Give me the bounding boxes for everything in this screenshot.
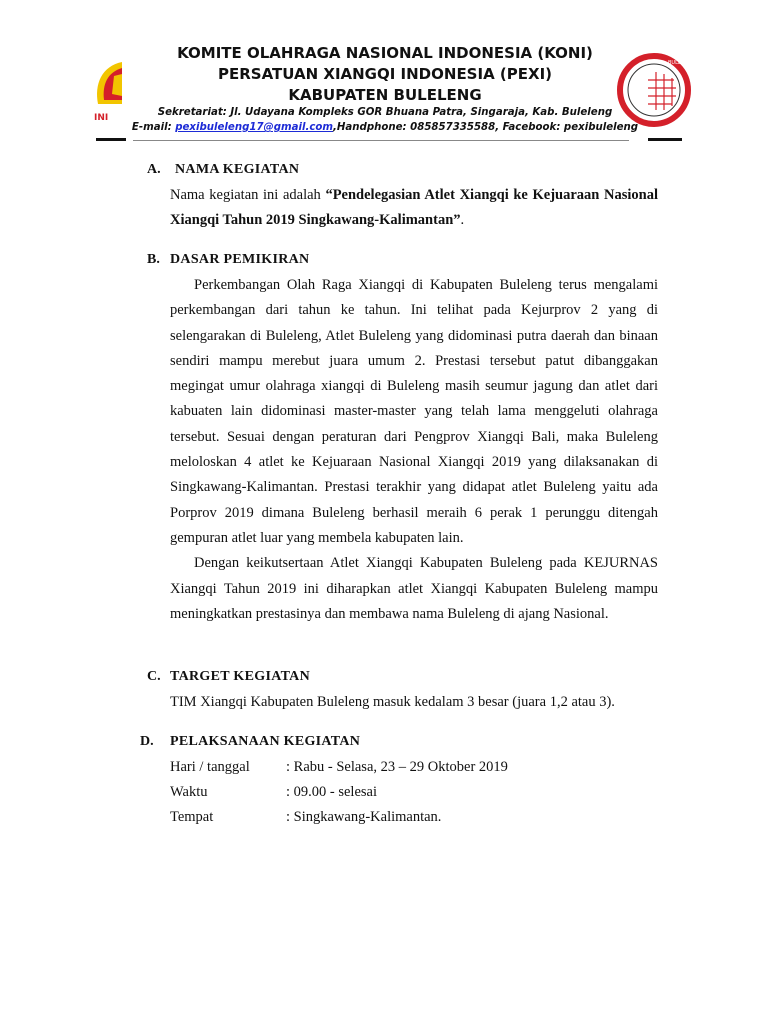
schedule-label: Tempat [170, 809, 214, 825]
section-d-letter: D. [140, 734, 154, 749]
section-d-title: PELAKSANAAN KEGIATAN [170, 734, 361, 749]
section-a-intro: Nama kegiatan ini adalah [170, 187, 326, 203]
section-b-title: DASAR PEMIKIRAN [170, 252, 310, 267]
right-logo-text: BULELENG [668, 60, 695, 66]
header-address: Sekretariat: Jl. Udayana Kompleks GOR Bhuana Patra, Singaraja, Kab. Buleleng [157, 107, 613, 118]
section-b-paragraph-1: Perkembangan Olah Raga Xiangqi di Kabupaten Buleleng terus mengalami perkembangan dari tahun ke tahun. Ini telihat pada Kejurprov 2 yang di selengarakan di Buleleng, Atlet Buleleng yang didominasi putra daerah dan binaan sendiri mampu merebut juara umum 2. Prestasi tersebut patut dibanggakan megingat umur olahraga xiangqi di Buleleng masih seumur jagung dan atlet dari kabuaten lain didominasi master-master yang telah lama menggeluti olahraga tersebut. Sesuai dengan peraturan dari Pengprov Xiangqi Bali, maka Buleleng meloloskan 4 atlet ke Kejuaraan Nasional Xiangqi 2019 yang dilaksanakan di Singkawang-Kalimantan. Prestasi terakhir yang didapat atlet Buleleng yaitu ada Porprov 2019 dimana Buleleng berhasil meraih 6 perak 1 perunggu ditengah gempuran atlet luar yang membela kabupaten lain. [170, 277, 658, 546]
left-logo-text: INI [94, 113, 109, 123]
header-rule-left [96, 138, 126, 141]
schedule-label: Hari / tanggal [170, 759, 250, 775]
schedule-value: : Rabu - Selasa, 23 – 29 Oktober 2019 [286, 759, 508, 775]
section-a-letter: A. [147, 162, 161, 177]
header-rule [133, 140, 629, 141]
section-a-title: NAMA KEGIATAN [175, 162, 300, 177]
email-link[interactable]: pexibuleleng17@gmail.com [175, 122, 334, 133]
header-line-3: KABUPATEN BULELENG [288, 86, 482, 104]
schedule-value: : 09.00 - selesai [286, 784, 378, 800]
schedule-value: : Singkawang-Kalimantan. [286, 809, 442, 825]
section-c-letter: C. [147, 669, 161, 684]
section-b-text [170, 273, 658, 627]
section-c-title: TARGET KEGIATAN [170, 669, 310, 684]
schedule-label: Waktu [170, 784, 208, 800]
contact-prefix: E-mail: [131, 122, 176, 133]
section-a-end: . [460, 212, 465, 229]
section-b-paragraph-2: Dengan keikutsertaan Atlet Xiangqi Kabupaten Buleleng pada KEJURNAS Xiangqi Tahun 2019 ini diharapkan atlet Xiangqi Kabupaten Buleleng mampu meningkatkan prestasinya dan membawa nama Buleleng di ajang Nasional. [170, 555, 658, 622]
header-line-1: KOMITE OLAHRAGA NASIONAL INDONESIA (KONI) [177, 44, 593, 62]
section-c-text: TIM Xiangqi Kabupaten Buleleng masuk kedalam 3 besar (juara 1,2 atau 3). [170, 694, 615, 710]
header-line-2: PERSATUAN XIANGQI INDONESIA (PEXI) [218, 65, 552, 83]
section-a-text [170, 183, 658, 234]
contact-suffix: ,Handphone: 085857335588, Facebook: pexibuleleng [333, 122, 639, 133]
section-a-event-name: “Pendelegasian Atlet Xiangqi ke Kejuaraan Nasional Xiangqi Tahun 2019 Singkawang-Kalimantan” [170, 187, 658, 229]
header-rule-right [648, 138, 682, 141]
header-contact [110, 121, 660, 135]
section-b-letter: B. [147, 252, 160, 267]
